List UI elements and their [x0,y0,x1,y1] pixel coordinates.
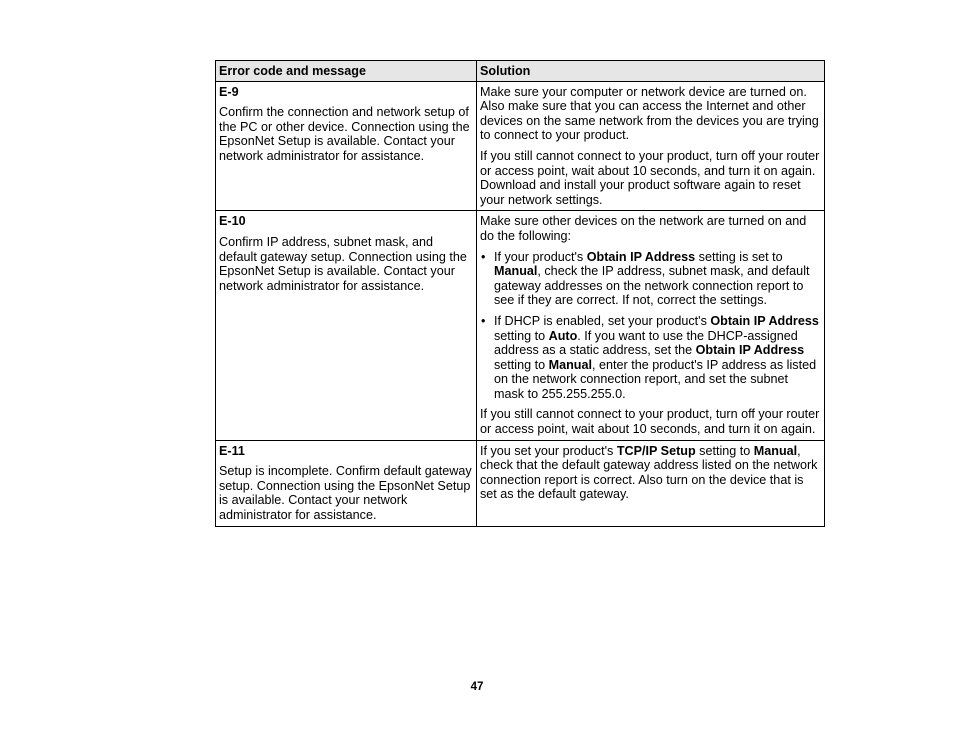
solution-text: setting to [695,443,754,458]
table-header-row [216,61,825,82]
solution-cell [477,440,825,526]
solution-bold-text: TCP/IP Setup [616,443,696,458]
error-message: Confirm the connection and network setup of the PC or other device. Connection using the EpsonNet Setup is available. Contact your network administrator for assistance. [219,105,470,163]
bullet-text: If your product's [494,249,587,264]
solution-bullet [480,314,821,402]
bullet-text: If DHCP is enabled, set your product's [494,313,711,328]
solution-paragraph: Make sure your computer or network device are turned on. Also make sure that you can access the Internet and other devices on the same network from the devices you are trying to connect to your product. [480,84,819,143]
page-number: 47 [470,681,484,693]
bullet-text: . If you want to use the DHCP-assigned address as a static address, set the [494,328,798,358]
bullet-text: setting to [494,357,549,372]
bullet-text: setting is set to [695,249,783,264]
bullet-bold-text: Obtain IP Address [586,249,696,264]
error-cell [216,211,477,440]
bullet-text: , check the IP address, subnet mask, and default gateway addresses on the network connection report to see if they are correct. If not, correct the settings. [494,264,810,308]
error-code-table [215,60,825,527]
error-code: E-9 [219,84,239,99]
bullet-bold-text: Manual [494,264,538,279]
bullet-bold-text: Manual [548,357,592,372]
error-message: Setup is incomplete. Confirm default gateway setup. Connection using the EpsonNet Setup is available. Contact your network administrator for assistance. [219,464,472,523]
bullet-bold-text: Auto [548,328,578,343]
error-cell [216,440,477,526]
bullet-bold-text: Obtain IP Address [710,313,819,328]
bullet-text: , enter the product's IP address as listed on the network connection report, and set the subnet mask to 255.255.255.0. [494,357,817,401]
table-row [216,81,825,211]
error-cell [216,81,477,211]
table-row [216,440,825,526]
solution-paragraph: Make sure other devices on the network are turned on and do the following: [480,214,807,243]
table-row [216,211,825,440]
solution-paragraph [480,444,821,502]
solution-cell [477,211,825,440]
bullet-marker: • [481,249,486,264]
solution-bullet [480,250,821,308]
bullet-text: setting to [494,328,549,343]
error-message: Confirm IP address, subnet mask, and default gateway setup. Connection using the EpsonNet Setup is available. Contact your network administrator for assistance. [219,234,467,293]
solution-paragraph: If you still cannot connect to your product, turn off your router or access point, wait about 10 seconds, and turn it on again. Download and install your product software again to reset your network settings. [480,148,820,207]
solution-paragraph: If you still cannot connect to your product, turn off your router or access point, wait about 10 seconds, and turn it on again. [480,407,820,437]
solution-cell [477,81,825,211]
solution-bold-text: Manual [753,443,798,458]
error-code: E-11 [219,443,245,458]
bullet-bold-text: Obtain IP Address [695,343,805,358]
bullet-marker: • [481,313,486,328]
header-error-code: Error code and message [216,61,477,82]
solution-text: If you set your product's [480,443,617,458]
error-code: E-10 [219,214,246,229]
header-solution: Solution [477,61,825,82]
solution-text: , check that the default gateway address listed on the network connection report is correct. Also turn on the device that is set as the default gateway. [480,443,818,502]
